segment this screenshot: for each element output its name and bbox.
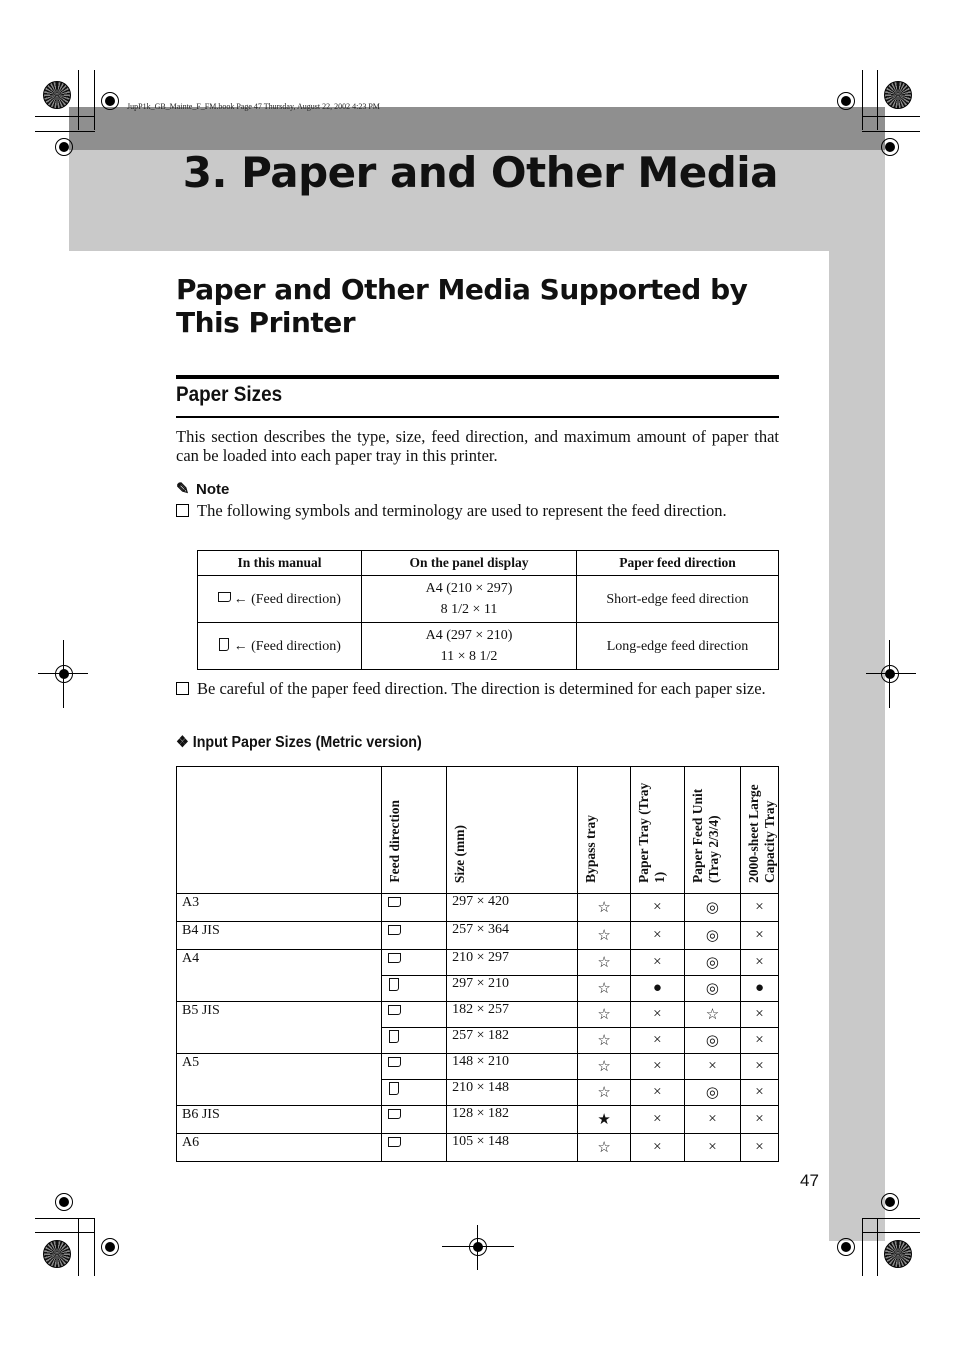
table-header-empty [177,767,382,894]
pfu-cell: ◎ [684,976,740,1002]
size-cell: 128 × 182 [447,1106,578,1134]
crosshair-target-icon [837,92,855,110]
crosshair-target-icon [55,665,73,683]
bypass-cell: ☆ [578,894,630,922]
heading-rule [176,375,779,379]
note-bullet [176,501,779,520]
checkbox-bullet-icon [176,504,189,517]
bypass-cell: ★ [578,1106,630,1134]
feed-direction-cell [382,1002,447,1028]
crosshair-target-icon [881,1193,899,1211]
chapter-banner-top [69,107,885,150]
paper-name-cell: A3 [177,894,382,922]
crosshair-target-icon [55,138,73,156]
size-cell: 182 × 257 [447,1002,578,1028]
pfu-cell: ☆ [684,1002,740,1028]
table-row [177,894,779,922]
short-edge-feed-icon [388,1056,400,1068]
lct-cell: × [741,1002,779,1028]
lct-cell: × [741,1054,779,1080]
size-cell: 257 × 182 [447,1028,578,1054]
table-header: In this manual [198,551,362,576]
feed-direction-cell [382,1054,447,1080]
feed-direction-cell [382,922,447,950]
panel-display-line: A4 (297 × 210) [425,628,513,643]
intro-paragraph: This section describes the type, size, feed direction, and maximum amount of paper that can be loaded into each paper tray in this printer. [176,427,779,465]
pencil-icon: ✎ [176,481,190,498]
lct-cell: × [741,1134,779,1162]
paper-name-cell: B5 JIS [177,1002,382,1054]
size-cell: 257 × 364 [447,922,578,950]
pfu-cell: × [684,1106,740,1134]
tray1-cell: ● [630,976,684,1002]
table-row [177,950,779,976]
manual-symbol-label: ← (Feed direction) [233,591,341,607]
tray1-cell: × [630,1028,684,1054]
thumb-tab-bar [829,251,885,1241]
registration-disc-icon [884,81,912,109]
page-number: 47 [800,1171,819,1190]
feed-direction-table [197,550,779,670]
table-header: Paper feed direction [577,551,779,576]
lct-cell: × [741,950,779,976]
crosshair-target-icon [837,1238,855,1256]
panel-display-line: A4 (210 × 297) [425,581,513,596]
table-cell [362,623,577,670]
registration-disc-icon [43,81,71,109]
table-header: 2000-sheet Large Capacity Tray [741,767,779,894]
table-row [177,1002,779,1028]
paper-name-cell: B6 JIS [177,1106,382,1134]
short-edge-feed-icon [388,1108,400,1120]
bypass-cell: ☆ [578,1002,630,1028]
table-header: Paper Tray (Tray 1) [630,767,684,894]
lct-cell: × [741,1028,779,1054]
crosshair-target-icon [101,1238,119,1256]
feed-direction-cell [382,1080,447,1106]
tray1-cell: × [630,1106,684,1134]
short-edge-feed-icon [388,1136,400,1148]
crosshair-target-icon [881,665,899,683]
table-row [177,1054,779,1080]
bypass-cell: ☆ [578,1028,630,1054]
table-cell: Long-edge feed direction [577,623,779,670]
note-bullet [176,679,779,698]
lct-cell: × [741,1106,779,1134]
table-header-row [198,551,779,576]
pfu-cell: ◎ [684,894,740,922]
registration-disc-icon [884,1240,912,1268]
table-header: On the panel display [362,551,577,576]
paper-name-cell: A4 [177,950,382,1002]
tray1-cell: × [630,1080,684,1106]
bypass-cell: ☆ [578,1080,630,1106]
long-edge-feed-icon [388,1030,400,1042]
short-edge-feed-icon [388,896,400,908]
crosshair-target-icon [101,92,119,110]
sizes-subheading [176,733,422,752]
bypass-cell: ☆ [578,1134,630,1162]
table-row [177,1134,779,1162]
paper-name-cell: B4 JIS [177,922,382,950]
pfu-cell: × [684,1134,740,1162]
subsection-heading: Paper Sizes [176,383,283,406]
table-header: Size (mm) [447,767,578,894]
manual-symbol-label: ← (Feed direction) [233,638,341,654]
crosshair-target-icon [881,138,899,156]
size-cell: 210 × 148 [447,1080,578,1106]
table-header: Feed direction [382,767,447,894]
pfu-cell: ◎ [684,922,740,950]
chapter-title: 3. Paper and Other Media [182,148,778,197]
pfu-cell: ◎ [684,1080,740,1106]
size-cell: 297 × 210 [447,976,578,1002]
feed-direction-cell [382,950,447,976]
feed-direction-cell [382,1134,447,1162]
bypass-cell: ☆ [578,1054,630,1080]
table-row [177,1106,779,1134]
paper-name-cell: A5 [177,1054,382,1106]
diamond-bullet-icon: ❖ [176,734,193,751]
pfu-cell: × [684,1054,740,1080]
size-cell: 105 × 148 [447,1134,578,1162]
bypass-cell: ☆ [578,922,630,950]
short-edge-feed-icon [388,924,400,936]
table-row [177,922,779,950]
heading-rule [176,416,779,418]
short-edge-feed-icon [388,952,400,964]
crosshair-target-icon [55,1193,73,1211]
tray1-cell: × [630,922,684,950]
long-edge-feed-icon [218,638,230,650]
checkbox-bullet-icon [176,682,189,695]
short-edge-feed-icon [388,1004,400,1016]
panel-display-line: 11 × 8 1/2 [440,649,498,664]
long-edge-feed-icon [388,1082,400,1094]
registration-disc-icon [43,1240,71,1268]
paper-name-cell: A6 [177,1134,382,1162]
tray1-cell: × [630,1134,684,1162]
short-edge-feed-icon [218,591,230,603]
pfu-cell: ◎ [684,950,740,976]
feed-direction-cell [382,976,447,1002]
table-header-row [177,767,779,894]
panel-display-line: 8 1/2 × 11 [440,602,498,617]
paper-sizes-table [176,766,779,1162]
lct-cell: × [741,922,779,950]
table-cell [198,623,362,670]
table-header: Paper Feed Unit (Tray 2/3/4) [684,767,740,894]
sizes-subheading-text: Input Paper Sizes (Metric version) [192,734,422,751]
lct-cell: ● [741,976,779,1002]
feed-direction-cell [382,894,447,922]
bypass-cell: ☆ [578,950,630,976]
feed-direction-cell [382,1106,447,1134]
bypass-cell: ☆ [578,976,630,1002]
lct-cell: × [741,894,779,922]
table-cell: Short-edge feed direction [577,576,779,623]
table-row [198,576,779,623]
table-row [198,623,779,670]
table-cell [198,576,362,623]
size-cell: 210 × 297 [447,950,578,976]
tray1-cell: × [630,1054,684,1080]
size-cell: 148 × 210 [447,1054,578,1080]
note-bullet-text: Be careful of the paper feed direction. The direction is determined for each paper size. [197,679,766,698]
note-bullet-text: The following symbols and terminology are used to represent the feed direction. [197,501,727,520]
crosshair-target-icon [469,1238,487,1256]
size-cell: 297 × 420 [447,894,578,922]
table-cell [362,576,577,623]
feed-direction-cell [382,1028,447,1054]
print-slug: JupP1k_GB_Mainte_F_FM.book Page 47 Thursday, August 22, 2002 4:23 PM [127,102,380,111]
long-edge-feed-icon [388,978,400,990]
note-label: Note [196,481,230,498]
section-heading: Paper and Other Media Supported by This Printer [176,273,748,339]
note-heading [176,479,229,499]
tray1-cell: × [630,1002,684,1028]
tray1-cell: × [630,950,684,976]
table-header: Bypass tray [578,767,630,894]
pfu-cell: ◎ [684,1028,740,1054]
lct-cell: × [741,1080,779,1106]
tray1-cell: × [630,894,684,922]
